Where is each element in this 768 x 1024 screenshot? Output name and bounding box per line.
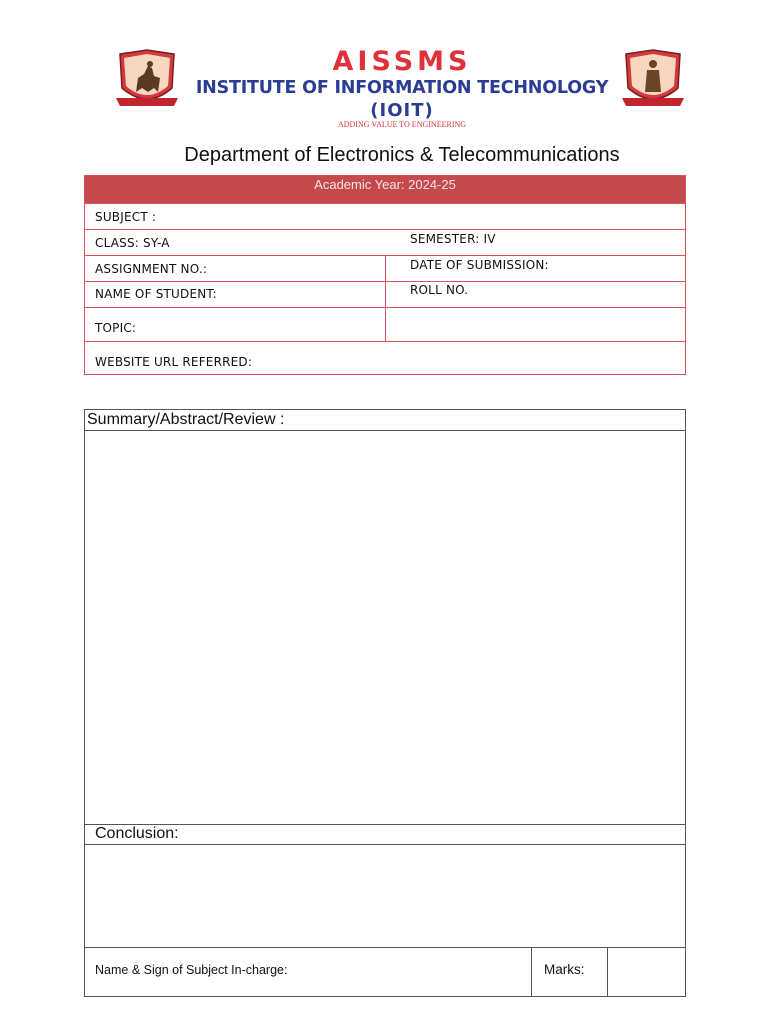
topic-field-label: TOPIC: — [95, 321, 137, 335]
conclusion-title: Conclusion: — [95, 825, 179, 842]
divider — [85, 203, 685, 204]
institute-tagline: ADDING VALUE TO ENGINEERING — [337, 120, 467, 129]
subject-field-label: SUBJECT : — [95, 210, 157, 224]
assignment-no-field-label: ASSIGNMENT NO.: — [95, 262, 208, 276]
website-url-field-label: WEBSITE URL REFERRED: — [95, 355, 253, 369]
assignment-info-table — [84, 175, 686, 375]
summary-section — [84, 409, 686, 997]
summary-title: Summary/Abstract/Review : — [87, 411, 285, 428]
institute-name: INSTITUTE OF INFORMATION TECHNOLOGY — [195, 78, 609, 98]
class-field-label: CLASS: SY-A — [95, 236, 170, 250]
marks-label: Marks: — [544, 962, 585, 977]
divider — [85, 229, 685, 230]
semester-field-label: SEMESTER: IV — [410, 232, 496, 246]
divider — [85, 947, 685, 948]
department-title: Department of Electronics & Telecommunications — [184, 144, 620, 166]
letterhead — [96, 36, 708, 132]
divider — [85, 430, 685, 431]
divider — [85, 844, 685, 845]
academic-year-band: Academic Year: 2024-25 — [85, 176, 685, 203]
subject-incharge-sign-label: Name & Sign of Subject In-charge: — [95, 963, 288, 977]
roll-no-field-label: ROLL NO. — [410, 283, 469, 297]
student-name-field-label: NAME OF STUDENT: — [95, 287, 217, 301]
divider — [385, 255, 386, 342]
divider — [607, 947, 608, 997]
institute-abbreviation: (IOIT) — [370, 100, 434, 121]
date-of-submission-field-label: DATE OF SUBMISSION: — [410, 258, 549, 272]
divider — [531, 947, 532, 997]
institute-logo-text: AISSMS — [332, 46, 472, 77]
